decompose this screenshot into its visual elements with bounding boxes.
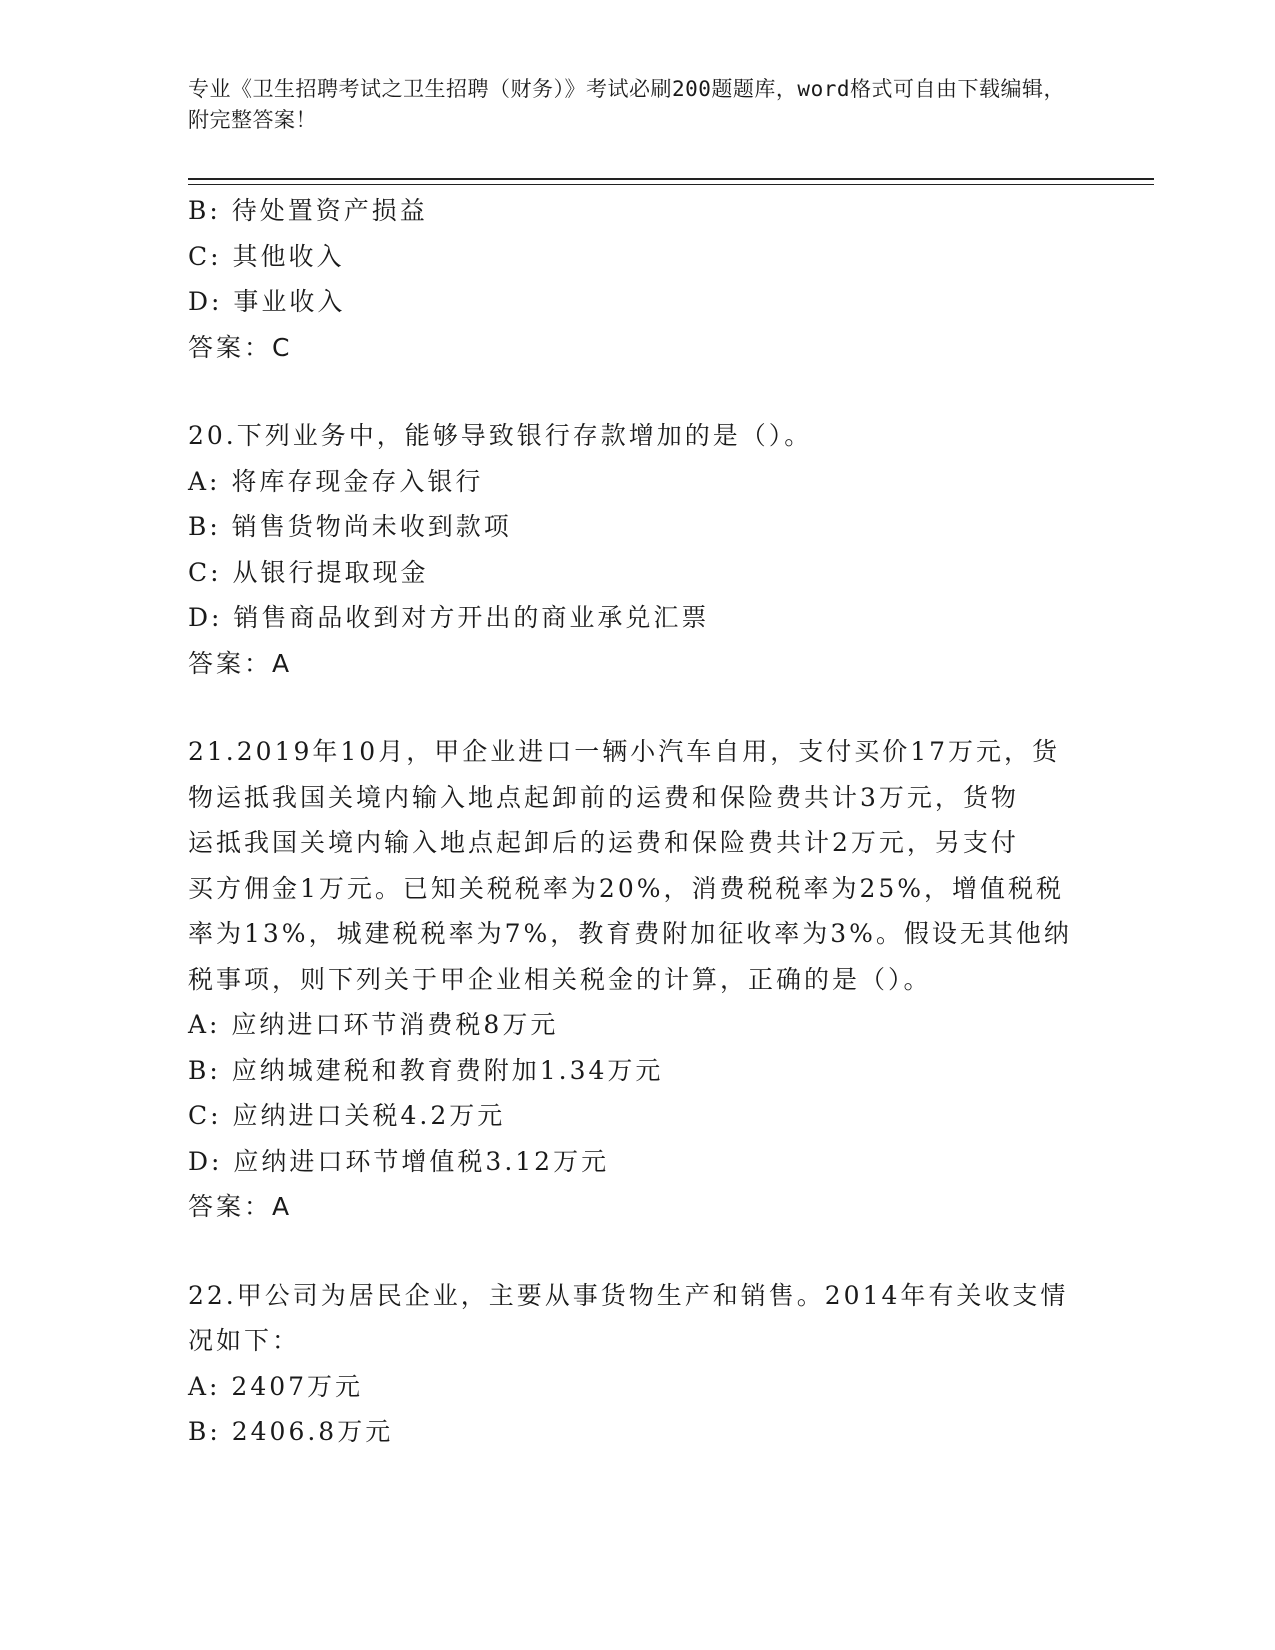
header-divider-thin [188, 184, 1154, 185]
option-a: A: 2407万元 [188, 1371, 364, 1401]
option-a: A: 应纳进口环节消费税8万元 [188, 1010, 559, 1039]
question-text-line: 率为13%，城建税税率为7%，教育费附加征收率为3%。假设无其他纳 [188, 919, 1072, 948]
option-c: C: 应纳进口关税4.2万元 [188, 1101, 506, 1130]
answer-line: 答案：C [188, 332, 293, 362]
question-text-line: 22.甲公司为居民企业，主要从事货物生产和销售。2014年有关收支情 [188, 1280, 1069, 1310]
option-d: D: 事业收入 [188, 287, 346, 316]
option-d: D: 应纳进口环节增值税3.12万元 [188, 1146, 610, 1176]
option-a: A: 将库存现金存入银行 [188, 466, 484, 496]
question-text-line: 21.2019年10月，甲企业进口一辆小汽车自用，支付买价17万元，货 [188, 737, 1061, 766]
question-text-line: 税事项，则下列关于甲企业相关税金的计算，正确的是（）。 [188, 964, 932, 994]
spacer [188, 686, 1088, 729]
question-block-19 [188, 188, 1088, 370]
question-block-22 [188, 1273, 1088, 1455]
spacer [188, 1230, 1088, 1273]
question-text-line: 况如下： [188, 1326, 301, 1355]
option-c: C: 其他收入 [188, 241, 345, 271]
option-b: B: 销售货物尚未收到款项 [188, 512, 512, 541]
question-text-line: 买方佣金1万元。已知关税税率为20%，消费税税率为25%，增值税税 [188, 873, 1065, 903]
spacer [188, 370, 1088, 413]
answer-line: 答案：A [188, 1192, 293, 1221]
question-block-20 [188, 413, 1088, 686]
header-divider-thick [188, 178, 1154, 180]
option-b: B: 应纳城建税和教育费附加1.34万元 [188, 1055, 664, 1085]
question-text-line: 物运抵我国关境内输入地点起卸前的运费和保险费共计3万元，货物 [188, 782, 1019, 812]
option-b: B: 待处置资产损益 [188, 196, 428, 225]
option-d: D: 销售商品收到对方开出的商业承兑汇票 [188, 603, 710, 632]
option-c: C: 从银行提取现金 [188, 557, 429, 587]
question-text-line: 运抵我国关境内输入地点起卸后的运费和保险费共计2万元，另支付 [188, 828, 1019, 857]
question-text: 20.下列业务中，能够导致银行存款增加的是（）。 [188, 421, 813, 450]
option-b: B: 2406.8万元 [188, 1417, 394, 1446]
question-block-21 [188, 729, 1088, 1230]
question-content [188, 188, 1088, 1455]
answer-line: 答案：A [188, 648, 293, 678]
page-header-title: 专业《卫生招聘考试之卫生招聘（财务）》考试必刷200题题库，word格式可自由下载编辑，附完整答案！ [188, 77, 1065, 132]
